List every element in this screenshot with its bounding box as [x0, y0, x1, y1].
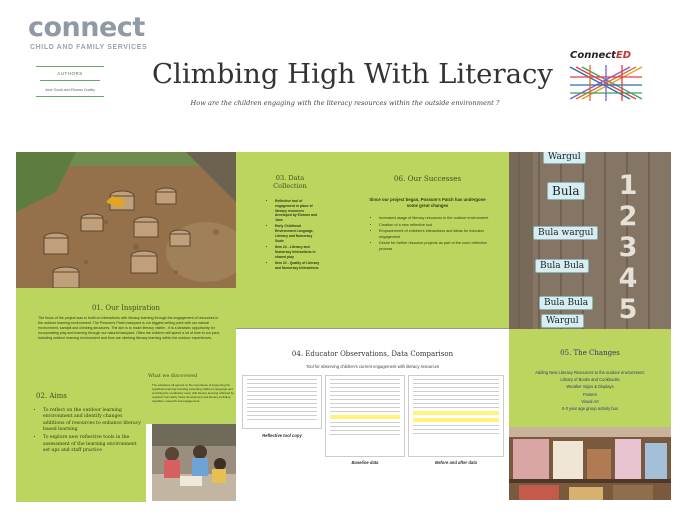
painted-number: 2 — [618, 201, 638, 232]
data-collection-title: 03. Data Collection — [273, 174, 307, 190]
observations-panel — [236, 328, 509, 502]
painted-number: 3 — [618, 232, 638, 263]
sign-2: Bula — [547, 182, 585, 200]
painted-numbers — [613, 170, 643, 325]
data-collection-item: • Item 22 - Quality of Literacy and Numeracy Interactions — [275, 261, 320, 271]
book-shelf-photo — [509, 427, 671, 500]
program-logo-graphic — [560, 63, 652, 103]
sign-4: Bula Bula — [535, 259, 589, 273]
sign-5: Bula Bula — [539, 296, 593, 310]
sign-1: Wargul — [543, 152, 586, 164]
successes-item: • Increased usage of literacy resources in the outdoor environment — [379, 216, 491, 221]
painted-number: 1 — [618, 170, 638, 201]
successes-panel — [346, 152, 509, 328]
caption-baseline: Baseline data — [351, 460, 379, 465]
successes-lead: Since our project began, Possum's Patch has undergone some great changes — [369, 197, 486, 208]
page-subtitle: How are the children engaging with the literacy resources within the outside environment ? — [190, 99, 500, 107]
aims-panel — [16, 372, 146, 502]
observations-lead: Tool for observing children's current engagement with literacy resources — [305, 364, 439, 369]
before-after-sheet — [408, 375, 504, 457]
baseline-data-sheet — [325, 375, 405, 457]
changes-title: 05. The Changes — [560, 349, 620, 357]
changes-item: Posters — [583, 391, 597, 397]
authors-box — [36, 66, 104, 97]
changes-item: Adding New Literacy Resources to the outdoor environment: — [535, 370, 645, 375]
inspiration-panel — [16, 288, 236, 372]
program-logo-text: ConnectED — [570, 50, 632, 61]
successes-item: • Desire for further resource projects as part of the room reflection process — [379, 241, 491, 251]
data-collection-panel — [236, 152, 346, 328]
aims-list — [34, 408, 142, 456]
authors-divider — [40, 80, 100, 81]
inspiration-body: The focus of the project was to build on interactions with literacy learning through the engagement of resources in the outdoor learning environment. The Possum's Patch backyard is our biggest selling point with our natural environment, sandpit and climbing structures. The aim is to make literacy visible - it is a fantastic opportunity for incorporating play and learning through our natural backyard. Often the children will spend a lot of time in our yard, including outdoor learning environment and thus are climbing literacy learning within the outdoor experiences. — [38, 316, 220, 341]
observations-title: 04. Educator Observations, Data Comparison — [291, 350, 454, 358]
authors-names: Jane Small and Eleanor Dudley — [44, 88, 96, 92]
children-reading-image — [152, 424, 236, 501]
data-collection-list — [266, 199, 320, 272]
painted-number: 4 — [618, 263, 638, 294]
program-logo — [560, 50, 652, 100]
reflective-tool-sheet — [242, 375, 322, 429]
organization-logo: connect — [28, 12, 145, 43]
organization-tagline: CHILD AND FAMILY SERVICES — [30, 44, 148, 51]
changes-item: Visual Art — [581, 398, 599, 404]
language-signs-photo — [509, 152, 671, 329]
playground-photo-image — [16, 152, 236, 288]
children-reading-photo — [152, 424, 236, 501]
data-collection-item: • Reflective tool of engagement in place of literacy resources developed by Eleanor and Jane — [275, 199, 320, 223]
discovered-title: What we discovered — [148, 374, 198, 379]
authors-title: AUTHORS — [57, 71, 83, 76]
aims-item: • To explore new reflective tools in the assessment of the learning environment set ups and staff practice — [43, 435, 142, 454]
changes-item: Library of Books and Cookbooks — [560, 377, 620, 383]
book-shelf-image — [509, 427, 671, 500]
sign-3: Bula wargul — [533, 226, 598, 240]
changes-item: Weather Signs & Displays — [566, 384, 614, 390]
successes-list — [370, 216, 491, 253]
successes-item: • Creation of a new reflective tool — [379, 223, 491, 228]
aims-title: 02. Aims — [36, 392, 67, 400]
page-title: Climbing High With Literacy — [152, 58, 553, 90]
sign-6: Wargul — [541, 314, 584, 328]
inspiration-title: 01. Our Inspiration — [91, 304, 161, 312]
data-collection-item: • Early Childhood Environment Language, Literacy and Numeracy Scale — [275, 224, 320, 243]
discovered-panel — [146, 372, 236, 424]
playground-photo — [16, 152, 236, 288]
caption-reflective-tool: Reflective tool copy — [262, 433, 302, 438]
changes-item: 0-3 year age group activity box — [562, 406, 618, 412]
discovered-body: The educators all agreed on the importance of supporting the significant learning including extending children's language and enriching the vocabulary used, with literacy learning reflected by research from Early Years development and literacy including repetition, research and engagement. — [152, 383, 234, 404]
successes-title: 06. Our Successes — [393, 174, 462, 183]
data-collection-item: • Item 24 - Literacy and Numeracy Interactions in shared play — [275, 245, 320, 259]
changes-panel — [509, 329, 671, 427]
successes-item: • Empowerment of children's interactions and ideas for educator engagement — [379, 229, 491, 239]
caption-before-after: Before and after data — [435, 460, 477, 465]
aims-item: • To reflect on the outdoor learning environment and identify changes additions of resources to enhance literacy based learning — [43, 408, 142, 434]
changes-list — [513, 369, 667, 412]
painted-number: 5 — [618, 294, 638, 325]
